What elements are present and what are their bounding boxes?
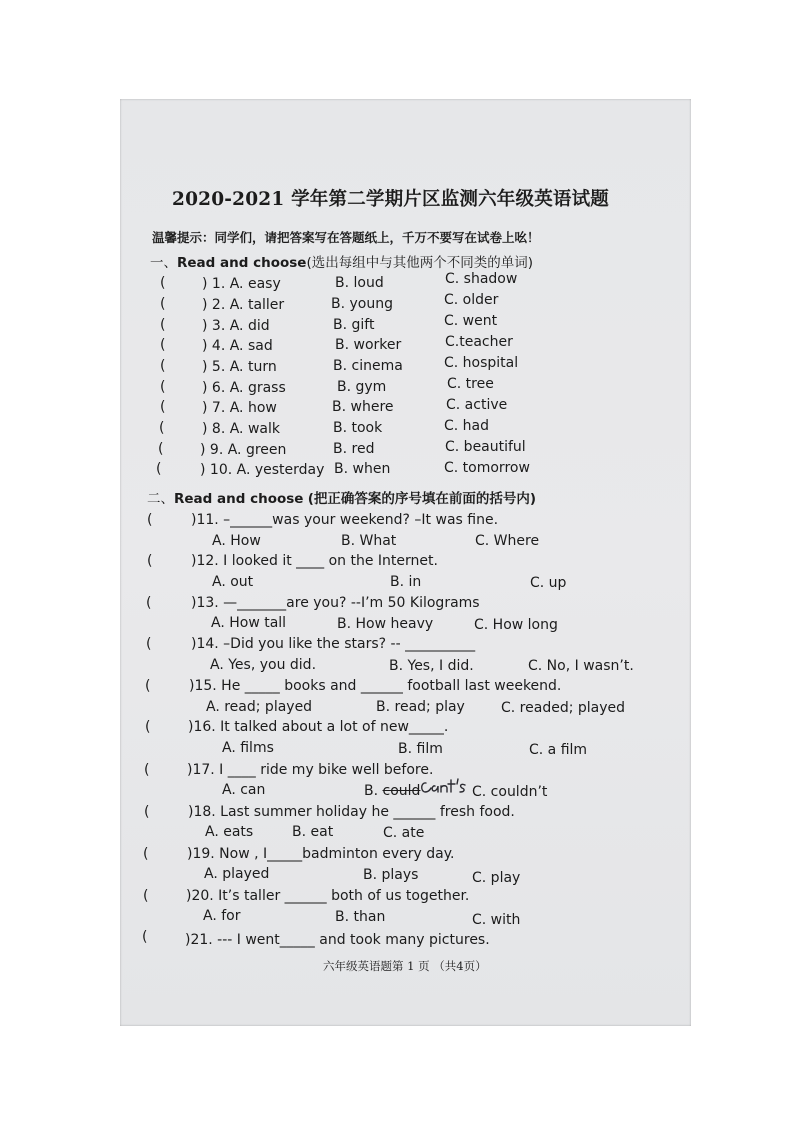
question-paren: ( — [145, 719, 151, 735]
item-option-b: B. when — [334, 461, 391, 477]
item-option-a: ) 1. A. easy — [202, 276, 281, 292]
question-15: )15. He _____ books and ______ football last weekend. — [189, 678, 562, 694]
section-1-prefix: 一、 — [150, 255, 177, 271]
q13-option-c: C. How long — [474, 617, 558, 633]
question-14: )14. –Did you like the stars? -- __________ — [191, 636, 476, 652]
question-20: )20. It’s taller ______ both of us together. — [186, 888, 470, 904]
item-option-a: ) 6. A. grass — [202, 380, 286, 396]
item-option-a: ) 5. A. turn — [202, 359, 277, 375]
item-option-a: ) 4. A. sad — [202, 338, 273, 354]
q14-option-a: A. Yes, you did. — [210, 657, 317, 673]
item-option-b: B. cinema — [333, 358, 403, 374]
item-option-c: C. hospital — [444, 355, 519, 371]
section-2-heading — [147, 490, 536, 508]
section-2-title: Read and choose — [174, 491, 304, 507]
tip-note: 温馨提示：同学们，请把答案写在答题纸上，千万不要写在试卷上吆！ — [152, 230, 540, 245]
section-2-note: (把正确答案的序号填在前面的括号内) — [307, 491, 537, 507]
q12-option-a: A. out — [212, 574, 254, 590]
q19-option-c: C. play — [472, 870, 521, 886]
item-option-b: B. where — [332, 399, 394, 415]
question-paren: ( — [142, 929, 148, 945]
q16-option-b: B. film — [398, 741, 443, 757]
q13-option-b: B. How heavy — [337, 616, 434, 632]
item-option-b: B. worker — [335, 337, 402, 353]
item-option-c: C. tree — [447, 376, 494, 392]
question-12: )12. I looked it ____ on the Internet. — [191, 553, 438, 569]
item-paren: ( — [158, 441, 164, 457]
item-paren: ( — [160, 275, 166, 291]
item-paren: ( — [160, 337, 166, 353]
q18-option-a: A. eats — [205, 824, 254, 840]
page-title: 2020-2021 学年第二学期片区监测六年级英语试题 — [172, 189, 609, 210]
item-option-a: ) 10. A. yesterday — [200, 462, 325, 478]
question-paren: ( — [147, 553, 153, 569]
question-paren: ( — [145, 678, 151, 694]
item-option-c: C. went — [444, 313, 498, 329]
question-17: )17. I ____ ride my bike well before. — [187, 762, 434, 778]
q17-option-c: C. couldn’t — [472, 784, 548, 800]
item-paren: ( — [160, 317, 166, 333]
question-21: )21. --- I went_____ and took many pictures. — [185, 932, 490, 948]
q20-option-c: C. with — [472, 912, 521, 928]
q16-option-c: C. a film — [529, 742, 588, 758]
q15-option-c: C. readed; played — [501, 700, 626, 716]
handwritten-correction — [418, 774, 470, 798]
question-paren: ( — [144, 762, 150, 778]
question-paren: ( — [147, 512, 153, 528]
question-paren: ( — [146, 595, 152, 611]
item-option-c: C. shadow — [445, 271, 518, 287]
question-paren: ( — [146, 636, 152, 652]
q17-option-a: A. can — [222, 782, 266, 798]
item-paren: ( — [160, 379, 166, 395]
item-option-a: ) 7. A. how — [202, 400, 277, 416]
q17-option-b-prefix: B. — [364, 783, 383, 799]
q11-option-c: C. Where — [475, 533, 540, 549]
q18-option-b: B. eat — [292, 824, 334, 840]
q11-option-b: B. What — [341, 533, 397, 549]
item-option-b: B. gym — [337, 379, 387, 395]
q16-option-a: A. films — [222, 740, 274, 756]
item-option-b: B. loud — [335, 275, 384, 291]
item-option-c: C.teacher — [445, 334, 513, 350]
question-11: )11. –______was your weekend? –It was fine. — [191, 512, 499, 528]
item-option-a: ) 3. A. did — [202, 318, 270, 334]
question-13: )13. —_______are you? --I’m 50 Kilograms — [191, 595, 480, 611]
item-option-c: C. older — [444, 292, 499, 308]
section-1-title: Read and choose — [177, 255, 307, 271]
question-18: )18. Last summer holiday he ______ fresh food. — [188, 804, 515, 820]
page-footer: 六年级英语题第 1 页 （共4页） — [323, 959, 487, 973]
question-paren: ( — [144, 804, 150, 820]
item-option-c: C. had — [444, 418, 490, 434]
item-paren: ( — [160, 399, 166, 415]
item-option-b: B. took — [333, 420, 383, 436]
item-option-a: ) 8. A. walk — [202, 421, 280, 437]
item-option-a: ) 2. A. taller — [202, 297, 285, 313]
question-paren: ( — [143, 846, 149, 862]
q12-option-c: C. up — [530, 575, 567, 591]
question-19: )19. Now , I_____badminton every day. — [187, 846, 455, 862]
q19-option-b: B. plays — [363, 867, 419, 883]
q18-option-c: C. ate — [383, 825, 425, 841]
item-option-c: C. active — [446, 397, 508, 413]
q11-option-a: A. How — [212, 533, 261, 549]
item-paren: ( — [160, 296, 166, 312]
item-paren: ( — [156, 461, 162, 477]
item-paren: ( — [159, 420, 165, 436]
section-1-note: (选出每组中与其他两个不同类的单词) — [306, 255, 534, 271]
q14-option-b: B. Yes, I did. — [389, 658, 474, 674]
q14-option-c: C. No, I wasn’t. — [528, 658, 634, 674]
question-16: )16. It talked about a lot of new_____. — [188, 719, 449, 735]
q13-option-a: A. How tall — [211, 615, 287, 631]
q17-struck-word: could — [382, 783, 421, 799]
item-option-b: B. young — [331, 296, 393, 312]
question-paren: ( — [143, 888, 149, 904]
item-paren: ( — [160, 358, 166, 374]
item-option-b: B. gift — [333, 317, 375, 333]
q20-option-b: B. than — [335, 909, 386, 925]
q12-option-b: B. in — [390, 574, 422, 590]
q15-option-a: A. read; played — [206, 699, 313, 715]
q15-option-b: B. read; play — [376, 699, 465, 715]
q19-option-a: A. played — [204, 866, 270, 882]
item-option-c: C. tomorrow — [444, 460, 530, 476]
item-option-c: C. beautiful — [445, 439, 526, 455]
item-option-a: ) 9. A. green — [200, 442, 287, 458]
q17-option-b — [364, 782, 420, 800]
section-2-prefix: 二、 — [147, 491, 174, 507]
q20-option-a: A. for — [203, 908, 241, 924]
item-option-b: B. red — [333, 441, 375, 457]
